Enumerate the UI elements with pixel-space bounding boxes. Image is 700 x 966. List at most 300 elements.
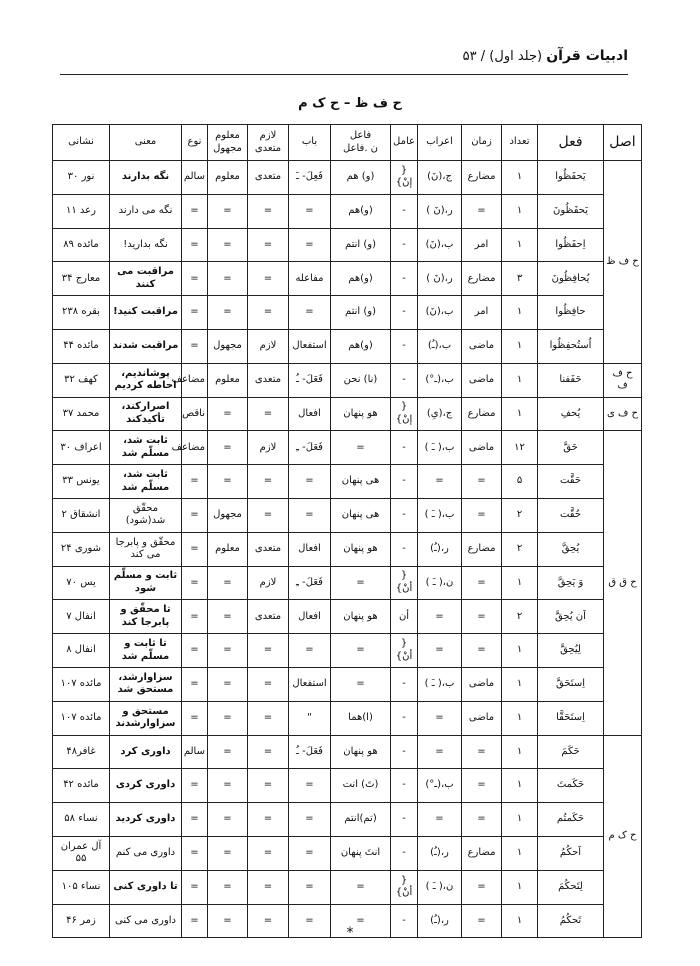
meaning-cell: اصرارکند، تأکیدکند	[110, 397, 182, 431]
type-cell: =	[182, 262, 208, 296]
meaning-cell: محقّق و پابرجا می کند	[110, 532, 182, 566]
tense-cell: مضارع	[462, 161, 502, 195]
subject-cell: (و) انتم	[331, 228, 391, 262]
operator-cell: -	[391, 735, 418, 769]
header-asl: اصل	[604, 125, 642, 161]
operator-cell: -	[391, 194, 418, 228]
count-cell: ۲	[502, 600, 538, 634]
verb-cell: اِستَحَقَّ	[538, 667, 604, 701]
verb-cell: اَن يُحِقَّ	[538, 600, 604, 634]
voice-cell: =	[208, 262, 248, 296]
table-row	[53, 803, 642, 837]
subject-cell: (و)هم	[331, 262, 391, 296]
tense-cell: ماضی	[462, 667, 502, 701]
verb-cell: يُحافِظُونَ	[538, 262, 604, 296]
transitivity-cell: =	[248, 194, 289, 228]
header-mani: معنی	[110, 125, 182, 161]
pattern-cell: =	[289, 870, 331, 904]
reference-cell: نور ۳۰	[53, 161, 110, 195]
tense-cell: =	[462, 600, 502, 634]
header-erab: اعراب	[418, 125, 462, 161]
tense-cell: =	[462, 769, 502, 803]
verb-cell: حَكَمَ	[538, 735, 604, 769]
inflection-cell: ب،(نَ)	[418, 228, 462, 262]
pattern-cell: فَعَلَ- ـُ	[289, 363, 331, 397]
type-cell: =	[182, 667, 208, 701]
inflection-cell: ب،(ـ°)	[418, 363, 462, 397]
reference-cell: انشقاق ۲	[53, 498, 110, 532]
count-cell: ۱	[502, 701, 538, 735]
header-separator: /	[480, 49, 486, 64]
meaning-cell: نگه بدارید!	[110, 228, 182, 262]
inflection-cell: =	[418, 634, 462, 668]
pattern-cell: =	[289, 769, 331, 803]
header-maloum-line2: مجهول	[213, 142, 242, 154]
voice-cell: =	[208, 667, 248, 701]
reference-cell: مائده ۸۹	[53, 228, 110, 262]
count-cell: ۱	[502, 566, 538, 600]
transitivity-cell: =	[248, 667, 289, 701]
count-cell: ۱	[502, 329, 538, 363]
type-cell: =	[182, 904, 208, 938]
operator-cell: { أنْ}	[391, 566, 418, 600]
tense-cell: =	[462, 803, 502, 837]
operator-cell: -	[391, 667, 418, 701]
count-cell: ۱	[502, 397, 538, 431]
root-cell: ح ف ظ	[604, 161, 642, 364]
count-cell: ۱	[502, 769, 538, 803]
tense-cell: =	[462, 870, 502, 904]
header-fael-line1: فاعل	[349, 130, 372, 141]
subject-cell: (و) انتم	[331, 296, 391, 330]
operator-cell: -	[391, 769, 418, 803]
count-cell: ۱	[502, 228, 538, 262]
verb-cell: اِحفَظُوا	[538, 228, 604, 262]
verb-cell: لِيُحِقَّ	[538, 634, 604, 668]
reference-cell: یس ۷۰	[53, 566, 110, 600]
header-maloum-line1: معلوم	[215, 130, 240, 141]
meaning-cell: تا ثابت و مسلّم شد	[110, 634, 182, 668]
subject-cell: هی پنهان	[331, 465, 391, 499]
transitivity-cell: =	[248, 769, 289, 803]
pattern-cell: فَعَلَ- ـِ	[289, 431, 331, 465]
pattern-cell: =	[289, 465, 331, 499]
reference-cell: کهف ۳۲	[53, 363, 110, 397]
subject-cell: هو پنهان	[331, 532, 391, 566]
pattern-cell: =	[289, 836, 331, 870]
header-amel: عامل	[391, 125, 418, 161]
inflection-cell: ر،(ـُ)	[418, 532, 462, 566]
tense-cell: مضارع	[462, 262, 502, 296]
voice-cell: =	[208, 465, 248, 499]
operator-cell: -	[391, 701, 418, 735]
count-cell: ۲	[502, 532, 538, 566]
transitivity-cell: =	[248, 397, 289, 431]
operator-cell: -	[391, 228, 418, 262]
root-cell: ح ف ی	[604, 397, 642, 431]
inflection-cell: ن،( ـَ )	[418, 870, 462, 904]
inflection-cell: =	[418, 600, 462, 634]
operator-cell: -	[391, 803, 418, 837]
pattern-cell: افعال	[289, 600, 331, 634]
tense-cell: =	[462, 735, 502, 769]
table-row	[53, 465, 642, 499]
inflection-cell: ج،(یِ)	[418, 397, 462, 431]
meaning-cell: سزاوارشد، مستحق شد	[110, 667, 182, 701]
operator-cell: { إنْ}	[391, 161, 418, 195]
tense-cell: مضارع	[462, 836, 502, 870]
table-row	[53, 431, 642, 465]
page-header	[60, 48, 628, 70]
tense-cell: مضارع	[462, 532, 502, 566]
header-fael-line2: ن .فاعل	[342, 142, 379, 154]
transitivity-cell: =	[248, 870, 289, 904]
transitivity-cell: =	[248, 228, 289, 262]
pattern-cell: افعال	[289, 532, 331, 566]
transitivity-cell: =	[248, 904, 289, 938]
tense-cell: مضارع	[462, 397, 502, 431]
pattern-cell: مفاعله	[289, 262, 331, 296]
inflection-cell: ب،(ـُ)	[418, 329, 462, 363]
voice-cell: مجهول	[208, 498, 248, 532]
tense-cell: ماضی	[462, 431, 502, 465]
header-now: نوع	[182, 125, 208, 161]
tense-cell: ماضی	[462, 701, 502, 735]
reference-cell: محمد ۳۷	[53, 397, 110, 431]
type-cell: =	[182, 296, 208, 330]
subject-cell: =	[331, 634, 391, 668]
pattern-cell: فَعَلَ- ـُ	[289, 735, 331, 769]
subject-cell: (نا) نحن	[331, 363, 391, 397]
meaning-cell: داوری کرد	[110, 735, 182, 769]
voice-cell: =	[208, 769, 248, 803]
pattern-cell: افعال	[289, 397, 331, 431]
operator-cell: { إنْ}	[391, 397, 418, 431]
meaning-cell: ثابت شد، مسلّم شد	[110, 431, 182, 465]
count-cell: ۱	[502, 194, 538, 228]
verb-cell: اُستُحفِظُوا	[538, 329, 604, 363]
operator-cell: -	[391, 836, 418, 870]
meaning-cell: مستحق و سزاوارشدند	[110, 701, 182, 735]
reference-cell: اعراف ۳۰	[53, 431, 110, 465]
type-cell: مضاعف	[182, 363, 208, 397]
subject-cell: (و)هم	[331, 194, 391, 228]
count-cell: ۲	[502, 498, 538, 532]
voice-cell: =	[208, 566, 248, 600]
operator-cell: { أنْ}	[391, 870, 418, 904]
operator-cell: -	[391, 465, 418, 499]
reference-cell: معارج ۳۴	[53, 262, 110, 296]
inflection-cell: ب،( ـَ )	[418, 667, 462, 701]
inflection-cell: ر،(ـُ)	[418, 904, 462, 938]
voice-cell: =	[208, 194, 248, 228]
verb-cell: حافِظُوا	[538, 296, 604, 330]
verb-analysis-table	[52, 124, 642, 938]
transitivity-cell: =	[248, 262, 289, 296]
meaning-cell: داوری می کنم	[110, 836, 182, 870]
table-row	[53, 735, 642, 769]
reference-cell: نساء ۵۸	[53, 803, 110, 837]
subject-cell: =	[331, 431, 391, 465]
operator-cell: -	[391, 498, 418, 532]
reference-cell: مائده ۴۴	[53, 329, 110, 363]
pattern-cell: استفعال	[289, 667, 331, 701]
table-row	[53, 397, 642, 431]
reference-cell: یونس ۳۳	[53, 465, 110, 499]
count-cell: ۱	[502, 870, 538, 904]
verb-cell: حَكَمتَ	[538, 769, 604, 803]
inflection-cell: ر،(نَ )	[418, 194, 462, 228]
voice-cell: مجهول	[208, 329, 248, 363]
meaning-cell: نگه بدارند	[110, 161, 182, 195]
subject-cell: هو پنهان	[331, 600, 391, 634]
count-cell: ۵	[502, 465, 538, 499]
header-lazem-line1: لازم	[259, 130, 277, 141]
table-row	[53, 769, 642, 803]
pattern-cell: "	[289, 701, 331, 735]
verb-cell: اِستَحَقَّا	[538, 701, 604, 735]
count-cell: ۱	[502, 161, 538, 195]
table-row	[53, 634, 642, 668]
table-row	[53, 329, 642, 363]
tense-cell: =	[462, 904, 502, 938]
verb-cell: حُقَّت	[538, 498, 604, 532]
meaning-cell: مراقبت می کنند	[110, 262, 182, 296]
reference-cell: انفال ۸	[53, 634, 110, 668]
volume-label: (جلد اول)	[489, 49, 543, 64]
verb-cell: يُحفِ	[538, 397, 604, 431]
pattern-cell: =	[289, 498, 331, 532]
type-cell: =	[182, 228, 208, 262]
inflection-cell: =	[418, 465, 462, 499]
reference-cell: آل عمران ۵۵	[53, 836, 110, 870]
header-bab: باب	[289, 125, 331, 161]
subject-cell: هی پنهان	[331, 498, 391, 532]
meaning-cell: ثابت شد، مسلّم شد	[110, 465, 182, 499]
verb-cell: حَقَّ	[538, 431, 604, 465]
meaning-cell: تا داوری کنی	[110, 870, 182, 904]
pattern-cell: =	[289, 228, 331, 262]
transitivity-cell: لازم	[248, 329, 289, 363]
subject-cell: (و) هم	[331, 161, 391, 195]
voice-cell: =	[208, 701, 248, 735]
table-row	[53, 228, 642, 262]
transitivity-cell: متعدی	[248, 532, 289, 566]
table-row	[53, 836, 642, 870]
transitivity-cell: =	[248, 296, 289, 330]
subject-cell: (و)هم	[331, 329, 391, 363]
transitivity-cell: لازم	[248, 431, 289, 465]
subject-cell: (تَ) انت	[331, 769, 391, 803]
transitivity-cell: متعدی	[248, 363, 289, 397]
table-row	[53, 870, 642, 904]
table-header-row	[53, 125, 642, 161]
type-cell: =	[182, 634, 208, 668]
reference-cell: مائده ۱۰۷	[53, 701, 110, 735]
count-cell: ۳	[502, 262, 538, 296]
tense-cell: ماضی	[462, 363, 502, 397]
type-cell: =	[182, 870, 208, 904]
pattern-cell: =	[289, 904, 331, 938]
verb-cell: يَحفَظُونَ	[538, 194, 604, 228]
tense-cell: ماضی	[462, 329, 502, 363]
reference-cell: شوری ۲۴	[53, 532, 110, 566]
subject-cell: =	[331, 870, 391, 904]
header-zaman: زمان	[462, 125, 502, 161]
tense-cell: =	[462, 194, 502, 228]
table-row	[53, 566, 642, 600]
inflection-cell: ب،(ـ°)	[418, 769, 462, 803]
table-body	[53, 161, 642, 938]
pattern-cell: =	[289, 803, 331, 837]
type-cell: =	[182, 465, 208, 499]
type-cell: =	[182, 329, 208, 363]
transitivity-cell: =	[248, 498, 289, 532]
meaning-cell: تا محقّق و پابرجا کند	[110, 600, 182, 634]
header-lazem	[248, 125, 289, 161]
operator-cell: -	[391, 296, 418, 330]
table-row	[53, 161, 642, 195]
operator-cell: -	[391, 431, 418, 465]
type-cell: مضاعف	[182, 431, 208, 465]
type-cell: =	[182, 498, 208, 532]
inflection-cell: ب،(نَ)	[418, 296, 462, 330]
voice-cell: =	[208, 803, 248, 837]
header-neshani: نشانی	[53, 125, 110, 161]
section-title: ح ف ظ – ح ک م	[298, 96, 402, 111]
table-row	[53, 194, 642, 228]
count-cell: ۱	[502, 363, 538, 397]
transitivity-cell: متعدی	[248, 161, 289, 195]
type-cell: =	[182, 532, 208, 566]
reference-cell: مائده ۱۰۷	[53, 667, 110, 701]
transitivity-cell: =	[248, 735, 289, 769]
count-cell: ۱	[502, 836, 538, 870]
inflection-cell: ر،(نَ )	[418, 262, 462, 296]
type-cell: =	[182, 566, 208, 600]
book-title: ادبیات قرآن	[546, 48, 628, 64]
pattern-cell: =	[289, 296, 331, 330]
transitivity-cell: =	[248, 634, 289, 668]
verb-cell: لِتَحكُمَ	[538, 870, 604, 904]
meaning-cell: مراقبت کنید!	[110, 296, 182, 330]
subject-cell: (تم)انتم	[331, 803, 391, 837]
inflection-cell: ن،( ـَ )	[418, 566, 462, 600]
meaning-cell: پوشاندیم، احاطه کردیم	[110, 363, 182, 397]
operator-cell: -	[391, 532, 418, 566]
inflection-cell: ب،( ـَ )	[418, 431, 462, 465]
voice-cell: =	[208, 600, 248, 634]
meaning-cell: ثابت و مسلّم شود	[110, 566, 182, 600]
pattern-cell: =	[289, 194, 331, 228]
voice-cell: =	[208, 228, 248, 262]
type-cell: سالم	[182, 735, 208, 769]
tense-cell: امر	[462, 296, 502, 330]
pattern-cell: فَعَلَ- ـِ	[289, 566, 331, 600]
meaning-cell: مراقبت شدند	[110, 329, 182, 363]
voice-cell: =	[208, 634, 248, 668]
voice-cell: =	[208, 904, 248, 938]
operator-cell: -	[391, 329, 418, 363]
pattern-cell: استفعال	[289, 329, 331, 363]
reference-cell: بقره ۲۳۸	[53, 296, 110, 330]
header-maloum	[208, 125, 248, 161]
reference-cell: نساء ۱۰۵	[53, 870, 110, 904]
voice-cell: =	[208, 397, 248, 431]
subject-cell: هو پنهان	[331, 735, 391, 769]
header-fael	[331, 125, 391, 161]
tense-cell: =	[462, 465, 502, 499]
verb-cell: حَقَّت	[538, 465, 604, 499]
voice-cell: معلوم	[208, 161, 248, 195]
type-cell: =	[182, 803, 208, 837]
transitivity-cell: =	[248, 803, 289, 837]
type-cell: =	[182, 836, 208, 870]
meaning-cell: داوری کردید	[110, 803, 182, 837]
transitivity-cell: لازم	[248, 566, 289, 600]
voice-cell: =	[208, 735, 248, 769]
subject-cell: هو پنهان	[331, 397, 391, 431]
reference-cell: مائده ۴۲	[53, 769, 110, 803]
verb-cell: يُحِقَّ	[538, 532, 604, 566]
root-cell: ح ق ق	[604, 431, 642, 735]
transitivity-cell: متعدی	[248, 600, 289, 634]
table-row	[53, 600, 642, 634]
tense-cell: =	[462, 634, 502, 668]
operator-cell: -	[391, 904, 418, 938]
subject-cell: =	[331, 904, 391, 938]
verb-cell: تَحكُمُ	[538, 904, 604, 938]
transitivity-cell: =	[248, 836, 289, 870]
transitivity-cell: =	[248, 701, 289, 735]
verb-cell: يَحفَظُوا	[538, 161, 604, 195]
meaning-cell: محقّق شد(شود)	[110, 498, 182, 532]
table-row	[53, 296, 642, 330]
count-cell: ۱	[502, 667, 538, 701]
verb-cell: حَكَمتُم	[538, 803, 604, 837]
operator-cell: أن	[391, 600, 418, 634]
table-row	[53, 262, 642, 296]
verb-cell: وَ يَحِقَّ	[538, 566, 604, 600]
inflection-cell: ر،(ـُ)	[418, 836, 462, 870]
page-number: ۵۳	[462, 49, 477, 64]
tense-cell: =	[462, 498, 502, 532]
inflection-cell: =	[418, 803, 462, 837]
inflection-cell: =	[418, 701, 462, 735]
reference-cell: زمر ۴۶	[53, 904, 110, 938]
count-cell: ۱	[502, 735, 538, 769]
inflection-cell: ج،(نَ)	[418, 161, 462, 195]
type-cell: سالم	[182, 161, 208, 195]
tense-cell: =	[462, 566, 502, 600]
type-cell: =	[182, 769, 208, 803]
transitivity-cell: =	[248, 465, 289, 499]
type-cell: ناقص	[182, 397, 208, 431]
table-row	[53, 701, 642, 735]
count-cell: ۱	[502, 904, 538, 938]
table-row	[53, 532, 642, 566]
pattern-cell: =	[289, 634, 331, 668]
voice-cell: =	[208, 296, 248, 330]
type-cell: =	[182, 194, 208, 228]
voice-cell: معلوم	[208, 363, 248, 397]
footer-mark: *	[346, 925, 354, 941]
count-cell: ۱	[502, 296, 538, 330]
type-cell: =	[182, 701, 208, 735]
subject-cell: انتَ پنهان	[331, 836, 391, 870]
reference-cell: غافر۴۸	[53, 735, 110, 769]
voice-cell: =	[208, 836, 248, 870]
